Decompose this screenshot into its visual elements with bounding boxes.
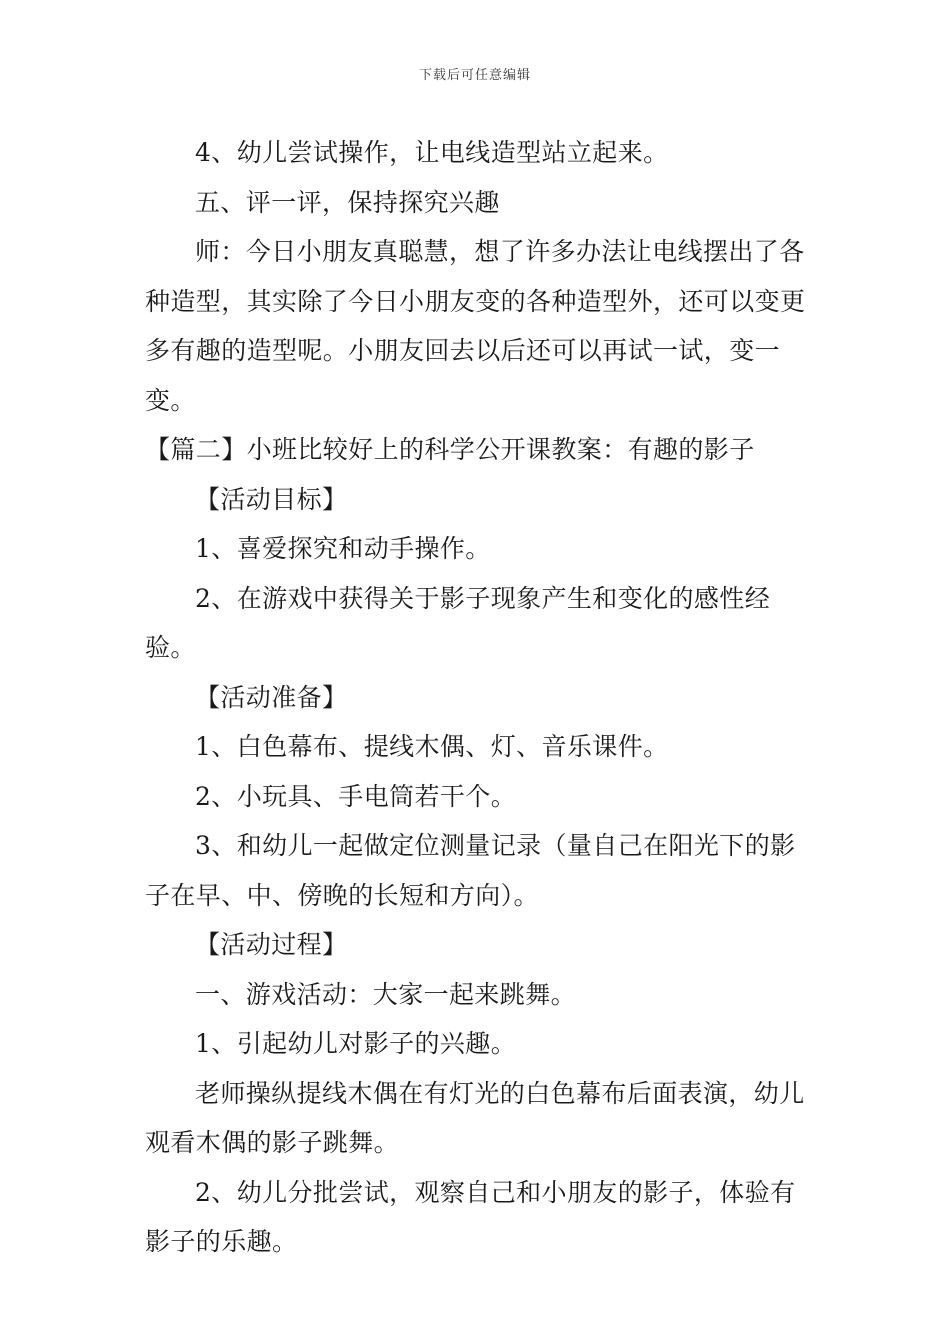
- document-body: [145, 128, 815, 1267]
- paragraph-teacher-remarks: 师：今日小朋友真聪慧，想了许多办法让电线摆出了各种造型，其实除了今日小朋友变的各种造型外，还可以变更多有趣的造型呢。小朋友回去以后还可以再试一试，变一变。: [145, 237, 806, 415]
- heading-activity-process: 【活动过程】: [195, 930, 348, 959]
- lesson-title: 【篇二】小班比较好上的科学公开课教案：有趣的影子: [145, 435, 755, 464]
- heading-activity-preparation: 【活动准备】: [195, 682, 348, 712]
- prep-item-1: 1、白色幕布、提线木偶、灯、音乐课件。: [195, 732, 669, 761]
- goal-item-2: 2、在游戏中获得关于影子现象产生和变化的感性经验。: [145, 583, 771, 662]
- process-step-2: 2、幼儿分批尝试，观察自己和小朋友的影子，体验有影子的乐趣。: [145, 1177, 796, 1256]
- page-header-note: 下载后可任意编辑: [418, 68, 531, 83]
- heading-activity-goals: 【活动目标】: [195, 484, 348, 514]
- prep-item-3: 3、和幼儿一起做定位测量记录（量自己在阳光下的影子在早、中、傍晚的长短和方向）。: [145, 831, 796, 910]
- process-step-1: 1、引起幼儿对影子的兴趣。: [195, 1029, 517, 1058]
- goal-item-1: 1、喜爱探究和动手操作。: [195, 534, 491, 563]
- paragraph-step-4: 4、幼儿尝试操作，让电线造型站立起来。: [195, 138, 669, 167]
- process-step-1-detail: 老师操纵提线木偶在有灯光的白色幕布后面表演，幼儿观看木偶的影子跳舞。: [145, 1078, 805, 1157]
- section-heading-five: 五、评一评，保持探究兴趣: [195, 187, 500, 217]
- process-section-1: 一、游戏活动：大家一起来跳舞。: [195, 979, 577, 1009]
- prep-item-2: 2、小玩具、手电筒若干个。: [195, 781, 517, 811]
